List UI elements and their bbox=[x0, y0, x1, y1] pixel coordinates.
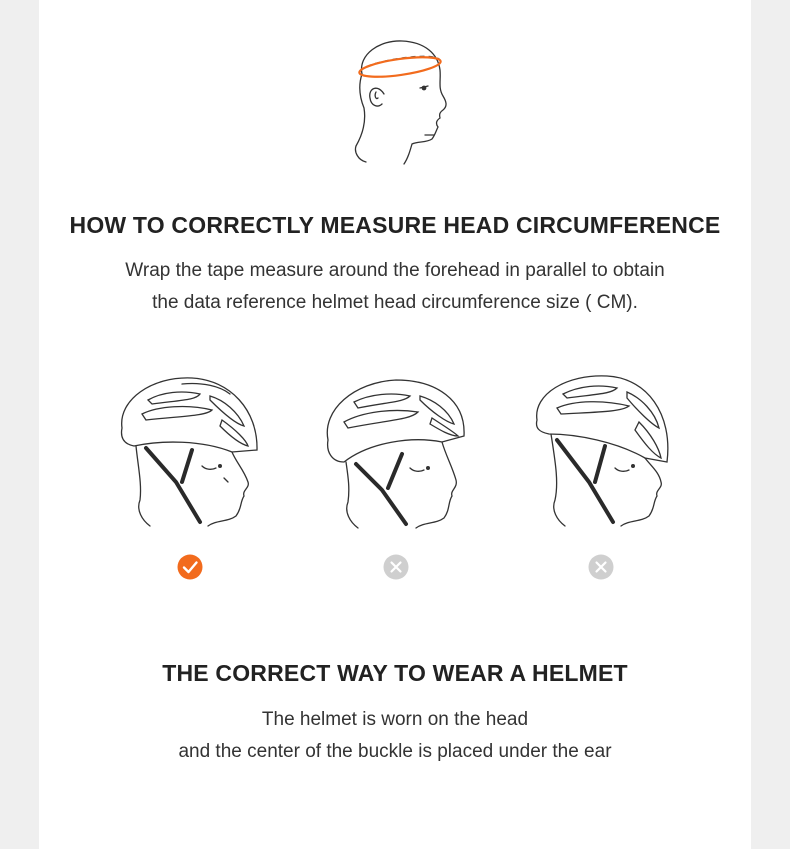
head-measure-illustration bbox=[340, 36, 460, 166]
measure-title: HOW TO CORRECTLY MEASURE HEAD CIRCUMFERENCE bbox=[69, 212, 721, 238]
wear-description-line1: The helmet is worn on the head bbox=[261, 709, 529, 730]
helmet-tilted-forward-illustration bbox=[527, 370, 677, 535]
measure-description-line2: the data reference helmet head circumference size ( CM). bbox=[152, 292, 638, 313]
check-icon bbox=[177, 554, 203, 580]
cross-icon bbox=[383, 554, 409, 580]
wear-description-line2: and the center of the buckle is placed under the ear bbox=[178, 741, 612, 762]
cross-icon bbox=[588, 554, 614, 580]
measure-description-line1: Wrap the tape measure around the forehead in parallel to obtain bbox=[125, 260, 665, 281]
helmet-tilted-back-illustration bbox=[320, 370, 470, 535]
helmet-correct-illustration bbox=[112, 370, 262, 535]
wear-title: THE CORRECT WAY TO WEAR A HELMET bbox=[162, 660, 628, 686]
